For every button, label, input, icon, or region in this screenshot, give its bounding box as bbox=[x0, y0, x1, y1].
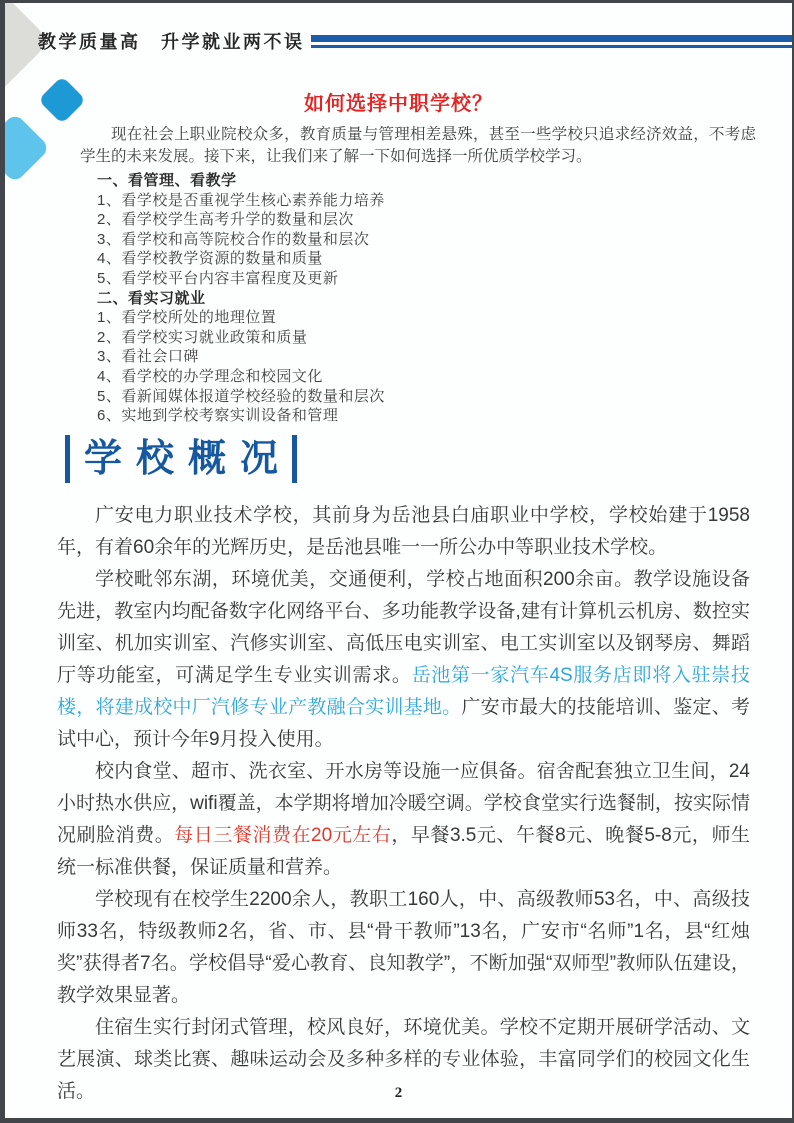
paragraph-living-text: 校内食堂、超市、洗衣室、开水房等设施一应俱备。宿舍配套独立卫生间，24小时热水供应，wifi覆盖，本学期将增加冷暖空调。学校食堂实行选餐制，按实际情况刷脸消费。 bbox=[57, 760, 750, 846]
selection-guide-list bbox=[97, 171, 762, 426]
list-heading: 一、看管理、看教学 bbox=[97, 172, 237, 189]
list-item: 5、看新闻媒体报道学校经验的数量和层次 bbox=[97, 387, 385, 405]
paragraph-faculty: 学校现有在校学生2200余人，教职工160人，中、高级教师53名，中、高级技师33名，特级教师2名，省、市、县“骨干教师”13名，广安市“名师”1名，县“红烛奖”获得者7名。学校倡导“爱心教育、良知教学”，不断加强“双师型”教师队伍建设，教学效果显著。 bbox=[57, 888, 750, 1006]
list-heading: 二、看实习就业 bbox=[97, 289, 206, 307]
rule-thin bbox=[311, 45, 793, 48]
rule-thick bbox=[311, 35, 793, 42]
section-banner bbox=[65, 435, 792, 483]
list-item: 2、看学校学生高考升学的数量和层次 bbox=[97, 211, 354, 229]
diamond-icon bbox=[38, 76, 86, 124]
paragraph-facilities bbox=[57, 564, 750, 756]
list-item: 1、看学校所处的地理位置 bbox=[97, 309, 277, 327]
list-item: 5、看学校平台内容丰富程度及更新 bbox=[97, 269, 339, 287]
paragraph-history: 广安电力职业技术学校，其前身为岳池县白庙职业中学校，学校始建于1958年，有着60余年的光辉历史，是岳池县唯一一所公办中等职业技术学校。 bbox=[57, 504, 750, 558]
list-item: 6、实地到学校考察实训设备和管理 bbox=[97, 407, 339, 425]
list-item: 4、看学校的办学理念和校园文化 bbox=[97, 367, 323, 385]
masthead-rule-lines bbox=[311, 35, 793, 48]
school-overview-body bbox=[57, 500, 750, 1108]
list-item: 4、看学校教学资源的数量和质量 bbox=[97, 250, 323, 268]
paragraph-campus-life: 住宿生实行封闭式管理，校风良好，环境优美。学校不定期开展研学活动、文艺展演、球类比赛、趣味运动会及多种多样的专业体验，丰富同学们的校园文化生活。 bbox=[57, 1016, 750, 1102]
list-item: 3、看社会口碑 bbox=[97, 348, 199, 366]
list-item: 2、看学校实习就业政策和质量 bbox=[97, 328, 308, 346]
masthead-slogan: 教学质量高 升学就业两不误 bbox=[38, 32, 305, 52]
cyan-highlight-text: 岳池第一家汽车4S服务店即将入驻崇技楼，将建成校中厂汽修专业产教融合实训基地。 bbox=[57, 664, 750, 718]
paragraph-facilities-tail: 广安市最大的技能培训、鉴定、考试中心，预计今年9月投入使用。 bbox=[57, 696, 750, 750]
article-title: 如何选择中职学校？ bbox=[304, 93, 493, 115]
banner-bar-right bbox=[292, 435, 297, 483]
masthead bbox=[38, 28, 792, 54]
paragraph-facilities-text: 学校毗邻东湖，环境优美，交通便利，学校占地面积200余亩。教学设施设备先进，教室内均配备数字化网络平台、多功能教学设备,建有计算机云机房、数控实训室、机加实训室、汽修实训室、高低压电实训室、电工实训室以及钢琴房、舞蹈厅等功能室，可满足学生专业实训需求。 bbox=[57, 568, 750, 686]
section-banner-title: 学校概况 bbox=[84, 437, 293, 480]
paragraph-living-tail: ，早餐3.5元、午餐8元、晚餐5-8元，师生统一标准供餐，保证质量和营养。 bbox=[57, 824, 750, 878]
list-item: 1、看学校是否重视学生核心素养能力培养 bbox=[97, 191, 385, 209]
diamond-icon-light bbox=[0, 113, 50, 184]
list-item: 3、看学校和高等院校合作的数量和层次 bbox=[97, 230, 370, 248]
paragraph-living bbox=[57, 756, 750, 884]
red-highlight-text: 每日三餐消费在20元左右 bbox=[174, 824, 392, 846]
page-number: 2 bbox=[394, 1085, 403, 1101]
intro-paragraph: 现在社会上职业院校众多，教育质量与管理相差悬殊，甚至一些学校只追求经济效益，不考虑学生的未来发展。接下来，让我们来了解一下如何选择一所优质学校学习。 bbox=[80, 126, 756, 165]
